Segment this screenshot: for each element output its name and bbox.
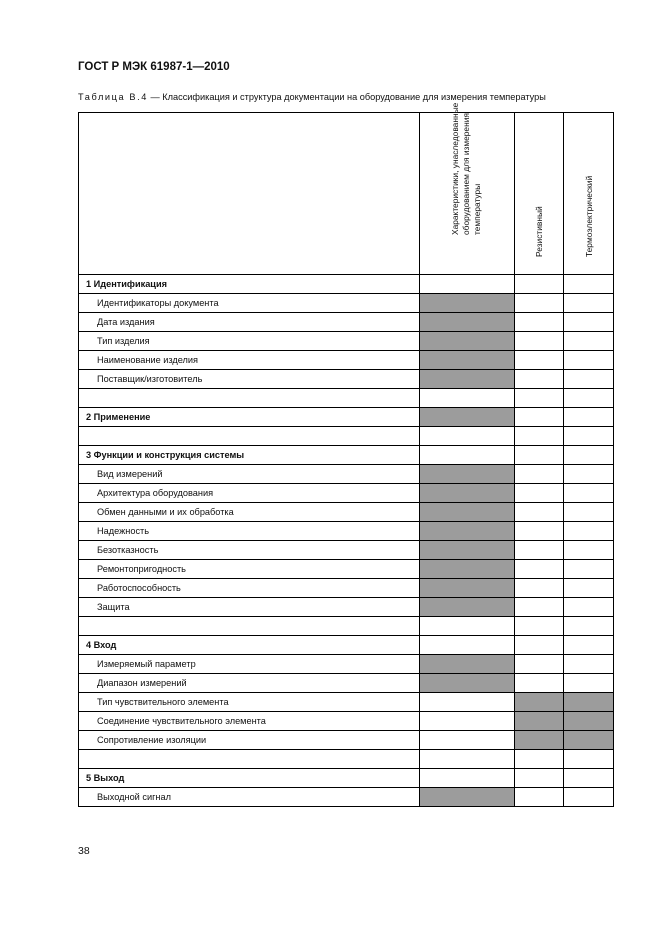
section-heading: 1 Идентификация — [79, 275, 420, 294]
empty-cell — [515, 655, 564, 674]
shaded-cell — [515, 731, 564, 750]
empty-cell — [564, 560, 614, 579]
row-label: Обмен данными и их обработка — [79, 503, 420, 522]
row-label: Наименование изделия — [79, 351, 420, 370]
table-caption-text: — Классификация и структура документации на оборудование для измерения температуры — [150, 92, 546, 102]
table-row — [79, 446, 614, 465]
row-label — [79, 389, 420, 408]
header-inherited-characteristics — [420, 102, 515, 275]
empty-cell — [564, 598, 614, 617]
row-label: Соединение чувствительного элемента — [79, 712, 420, 731]
table-row — [79, 294, 614, 313]
shaded-cell — [420, 484, 515, 503]
empty-cell — [564, 351, 614, 370]
row-label: Безотказность — [79, 541, 420, 560]
row-label: Работоспособность — [79, 579, 420, 598]
section-heading: 4 Вход — [79, 636, 420, 655]
shaded-cell — [515, 712, 564, 731]
section-heading: 2 Применение — [79, 408, 420, 427]
empty-cell — [564, 617, 614, 636]
shaded-cell — [420, 788, 515, 807]
table-row — [79, 370, 614, 389]
shaded-cell — [564, 693, 614, 712]
empty-cell — [515, 465, 564, 484]
table-row — [79, 351, 614, 370]
table-row — [79, 541, 614, 560]
shaded-cell — [420, 332, 515, 351]
table-row — [79, 788, 614, 807]
row-label: Архитектура оборудования — [79, 484, 420, 503]
empty-cell — [515, 503, 564, 522]
shaded-cell — [420, 541, 515, 560]
empty-cell — [564, 788, 614, 807]
empty-cell — [564, 522, 614, 541]
table-row — [79, 636, 614, 655]
empty-cell — [515, 408, 564, 427]
document-header: ГОСТ Р МЭК 61987-1—2010 — [78, 61, 230, 73]
empty-cell — [564, 313, 614, 332]
row-label: Тип изделия — [79, 332, 420, 351]
empty-cell — [564, 294, 614, 313]
shaded-cell — [564, 731, 614, 750]
row-label: Тип чувствительного элемента — [79, 693, 420, 712]
empty-cell — [564, 465, 614, 484]
table-row — [79, 427, 614, 446]
page-number: 38 — [78, 845, 90, 857]
table-row — [79, 750, 614, 769]
shaded-cell — [420, 655, 515, 674]
header-thermoelectric-label: Термоэлектрический — [583, 175, 594, 257]
empty-cell — [515, 294, 564, 313]
empty-cell — [564, 389, 614, 408]
empty-cell — [564, 427, 614, 446]
table-row — [79, 617, 614, 636]
table-row — [79, 731, 614, 750]
table-header-row — [79, 113, 614, 275]
shaded-cell — [420, 408, 515, 427]
table-row — [79, 522, 614, 541]
empty-cell — [515, 427, 564, 446]
header-empty-cell — [79, 113, 420, 275]
empty-cell — [564, 750, 614, 769]
table-row — [79, 313, 614, 332]
empty-cell — [564, 541, 614, 560]
shaded-cell — [515, 693, 564, 712]
shaded-cell — [420, 579, 515, 598]
table-row — [79, 408, 614, 427]
empty-cell — [420, 769, 515, 788]
table-row — [79, 655, 614, 674]
shaded-cell — [420, 503, 515, 522]
shaded-cell — [420, 465, 515, 484]
classification-table — [78, 102, 614, 807]
row-label — [79, 750, 420, 769]
empty-cell — [420, 427, 515, 446]
empty-cell — [564, 579, 614, 598]
empty-cell — [420, 731, 515, 750]
empty-cell — [515, 484, 564, 503]
empty-cell — [515, 389, 564, 408]
empty-cell — [564, 275, 614, 294]
empty-cell — [564, 484, 614, 503]
empty-cell — [515, 446, 564, 465]
table-row — [79, 503, 614, 522]
row-label — [79, 617, 420, 636]
empty-cell — [515, 674, 564, 693]
table-row — [79, 598, 614, 617]
section-heading: 5 Выход — [79, 769, 420, 788]
table-row — [79, 674, 614, 693]
empty-cell — [515, 788, 564, 807]
empty-cell — [515, 750, 564, 769]
empty-cell — [515, 313, 564, 332]
row-label: Поставщик/изготовитель — [79, 370, 420, 389]
table-row — [79, 769, 614, 788]
shaded-cell — [420, 313, 515, 332]
empty-cell — [515, 332, 564, 351]
empty-cell — [515, 522, 564, 541]
table-row — [79, 389, 614, 408]
row-label: Идентификаторы документа — [79, 294, 420, 313]
shaded-cell — [420, 560, 515, 579]
shaded-cell — [420, 598, 515, 617]
empty-cell — [515, 275, 564, 294]
empty-cell — [420, 693, 515, 712]
empty-cell — [515, 370, 564, 389]
table-row — [79, 712, 614, 731]
empty-cell — [564, 655, 614, 674]
empty-cell — [515, 541, 564, 560]
empty-cell — [564, 636, 614, 655]
shaded-cell — [420, 522, 515, 541]
row-label: Дата издания — [79, 313, 420, 332]
header-thermoelectric — [564, 113, 614, 275]
shaded-cell — [420, 674, 515, 693]
row-label: Ремонтопригодность — [79, 560, 420, 579]
empty-cell — [420, 275, 515, 294]
empty-cell — [564, 769, 614, 788]
empty-cell — [420, 636, 515, 655]
row-label: Выходной сигнал — [79, 788, 420, 807]
empty-cell — [564, 446, 614, 465]
empty-cell — [420, 712, 515, 731]
row-label: Защита — [79, 598, 420, 617]
table-row — [79, 560, 614, 579]
empty-cell — [564, 370, 614, 389]
row-label: Диапазон измерений — [79, 674, 420, 693]
shaded-cell — [420, 370, 515, 389]
table-row — [79, 579, 614, 598]
row-label: Измеряемый параметр — [79, 655, 420, 674]
empty-cell — [515, 351, 564, 370]
shaded-cell — [564, 712, 614, 731]
row-label: Вид измерений — [79, 465, 420, 484]
table-row — [79, 693, 614, 712]
empty-cell — [564, 503, 614, 522]
header-resistive — [515, 113, 564, 275]
table-caption-label: Таблица В.4 — [78, 92, 148, 102]
empty-cell — [420, 750, 515, 769]
row-label: Надежность — [79, 522, 420, 541]
empty-cell — [515, 769, 564, 788]
shaded-cell — [420, 294, 515, 313]
empty-cell — [420, 389, 515, 408]
header-resistive-label: Резистивный — [534, 206, 544, 257]
empty-cell — [564, 332, 614, 351]
section-heading: 3 Функции и конструкция системы — [79, 446, 420, 465]
empty-cell — [515, 560, 564, 579]
empty-cell — [515, 636, 564, 655]
empty-cell — [420, 446, 515, 465]
empty-cell — [515, 598, 564, 617]
table-row — [79, 465, 614, 484]
table-row — [79, 275, 614, 294]
empty-cell — [420, 617, 515, 636]
empty-cell — [564, 674, 614, 693]
empty-cell — [515, 617, 564, 636]
table-row — [79, 484, 614, 503]
empty-cell — [564, 408, 614, 427]
row-label: Сопротивление изоляции — [79, 731, 420, 750]
shaded-cell — [420, 351, 515, 370]
table-row — [79, 332, 614, 351]
empty-cell — [515, 579, 564, 598]
row-label — [79, 427, 420, 446]
header-inherited-label: Характеристики, унаследованные оборудованием для измерения температуры — [450, 102, 482, 235]
